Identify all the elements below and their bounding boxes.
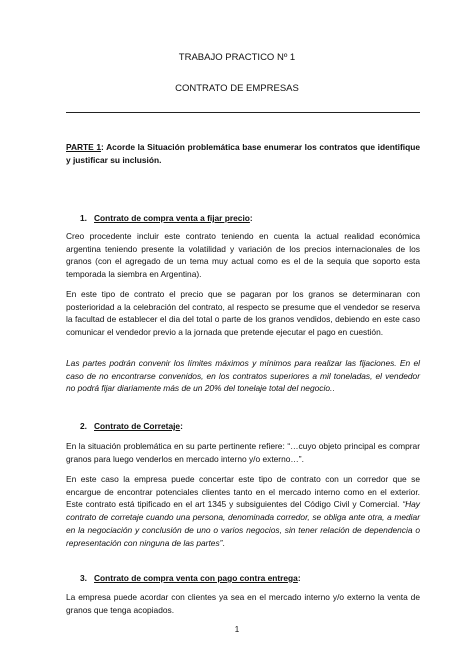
document-subtitle: CONTRATO DE EMPRESAS xyxy=(175,83,299,94)
section-3-heading xyxy=(80,572,301,584)
section-2-paragraph-2 xyxy=(66,473,420,549)
section-3-number: 3. xyxy=(80,573,87,583)
section-3-paragraph-1: La empresa puede acordar con clientes ya sea en el mercado interno y/o externo la venta de granos que tenga acopiados. xyxy=(66,592,420,615)
section-3-title: Contrato de compra venta con pago contra entrega xyxy=(94,573,298,583)
part1-text: : Acorde la Situación problemática base enumerar los contratos que identifique y justificar su inclusión. xyxy=(66,142,420,165)
document-title: TRABAJO PRACTICO Nº 1 xyxy=(178,52,296,63)
section-2-paragraph-2-text: En este caso la empresa puede concertar este tipo de contrato con un corredor que se encargue de encontrar potenciales clientes tanto en el mercado interno como en el exterior. Este contrato está tipificado en el art 1345 y subsiguientes del Código Civil y Comercial. xyxy=(66,474,420,510)
section-2-title: Contrato de Corretaje xyxy=(94,421,181,431)
section-2-suffix: : xyxy=(180,421,183,431)
section-1-title: Contrato de compra venta a fijar precio xyxy=(94,213,250,223)
section-1-paragraph-2: En este tipo de contrato el precio que se pagaran por los granos se determinaran con posterioridad a la celebración del contrato, al respecto se presume que el vendedor se reserva la facultad de establecer el dia del total o parte de los granos vendidos, debiendo en este caso comunicar el vendedor previo a la jornada que pretende ejecutar el pago en cuestión. xyxy=(66,289,420,338)
title-divider xyxy=(66,112,420,113)
section-3-suffix: : xyxy=(297,573,301,583)
section-1-suffix: : xyxy=(249,213,253,223)
section-2-quote: “Hay contrato de corretaje cuando una persona, denominada corredor, se obliga ante otra, a mediar en la negociación y conclusión de uno o varios negocios, sin tener relación de dependencia o representación con ninguna de las partes” xyxy=(66,499,420,548)
section-2-quote-trail: . xyxy=(222,537,225,548)
section-2-heading xyxy=(80,420,183,432)
part1-label: PARTE 1 xyxy=(66,142,102,152)
section-1-heading xyxy=(80,212,253,224)
section-1-paragraph-1: Creo procedente incluir este contrato teniendo en cuenta la actual realidad económica argentina teniendo presente la volatilidad y variación de los precios internacionales de los granos (con el agregado de un tema muy actual como es el de la sequia que soporto esta temporada la siembra en Argentina). xyxy=(66,231,420,280)
section-1-paragraph-3-trail: . xyxy=(332,383,335,394)
section-1-paragraph-3 xyxy=(66,357,420,395)
page-number: 1 xyxy=(234,625,240,634)
section-1-paragraph-3-text: Las partes podrán convenir los límites máximos y mínimos para realizar las fijaciones. En el caso de no encontrarse convenidos, en los contratos superiores a mil toneladas, el vendedor no podrá fijar diariamente más de un 20% del tonelaje total del negocio. xyxy=(66,358,420,394)
part1-statement xyxy=(66,141,420,166)
section-2-paragraph-1: En la situación problemática en su parte pertinente refiere: “…cuyo objeto principal es comprar granos para luego venderlos en mercado interno y/o externo…”. xyxy=(66,441,420,464)
section-2-number: 2. xyxy=(80,421,87,431)
section-1-number: 1. xyxy=(80,213,87,223)
